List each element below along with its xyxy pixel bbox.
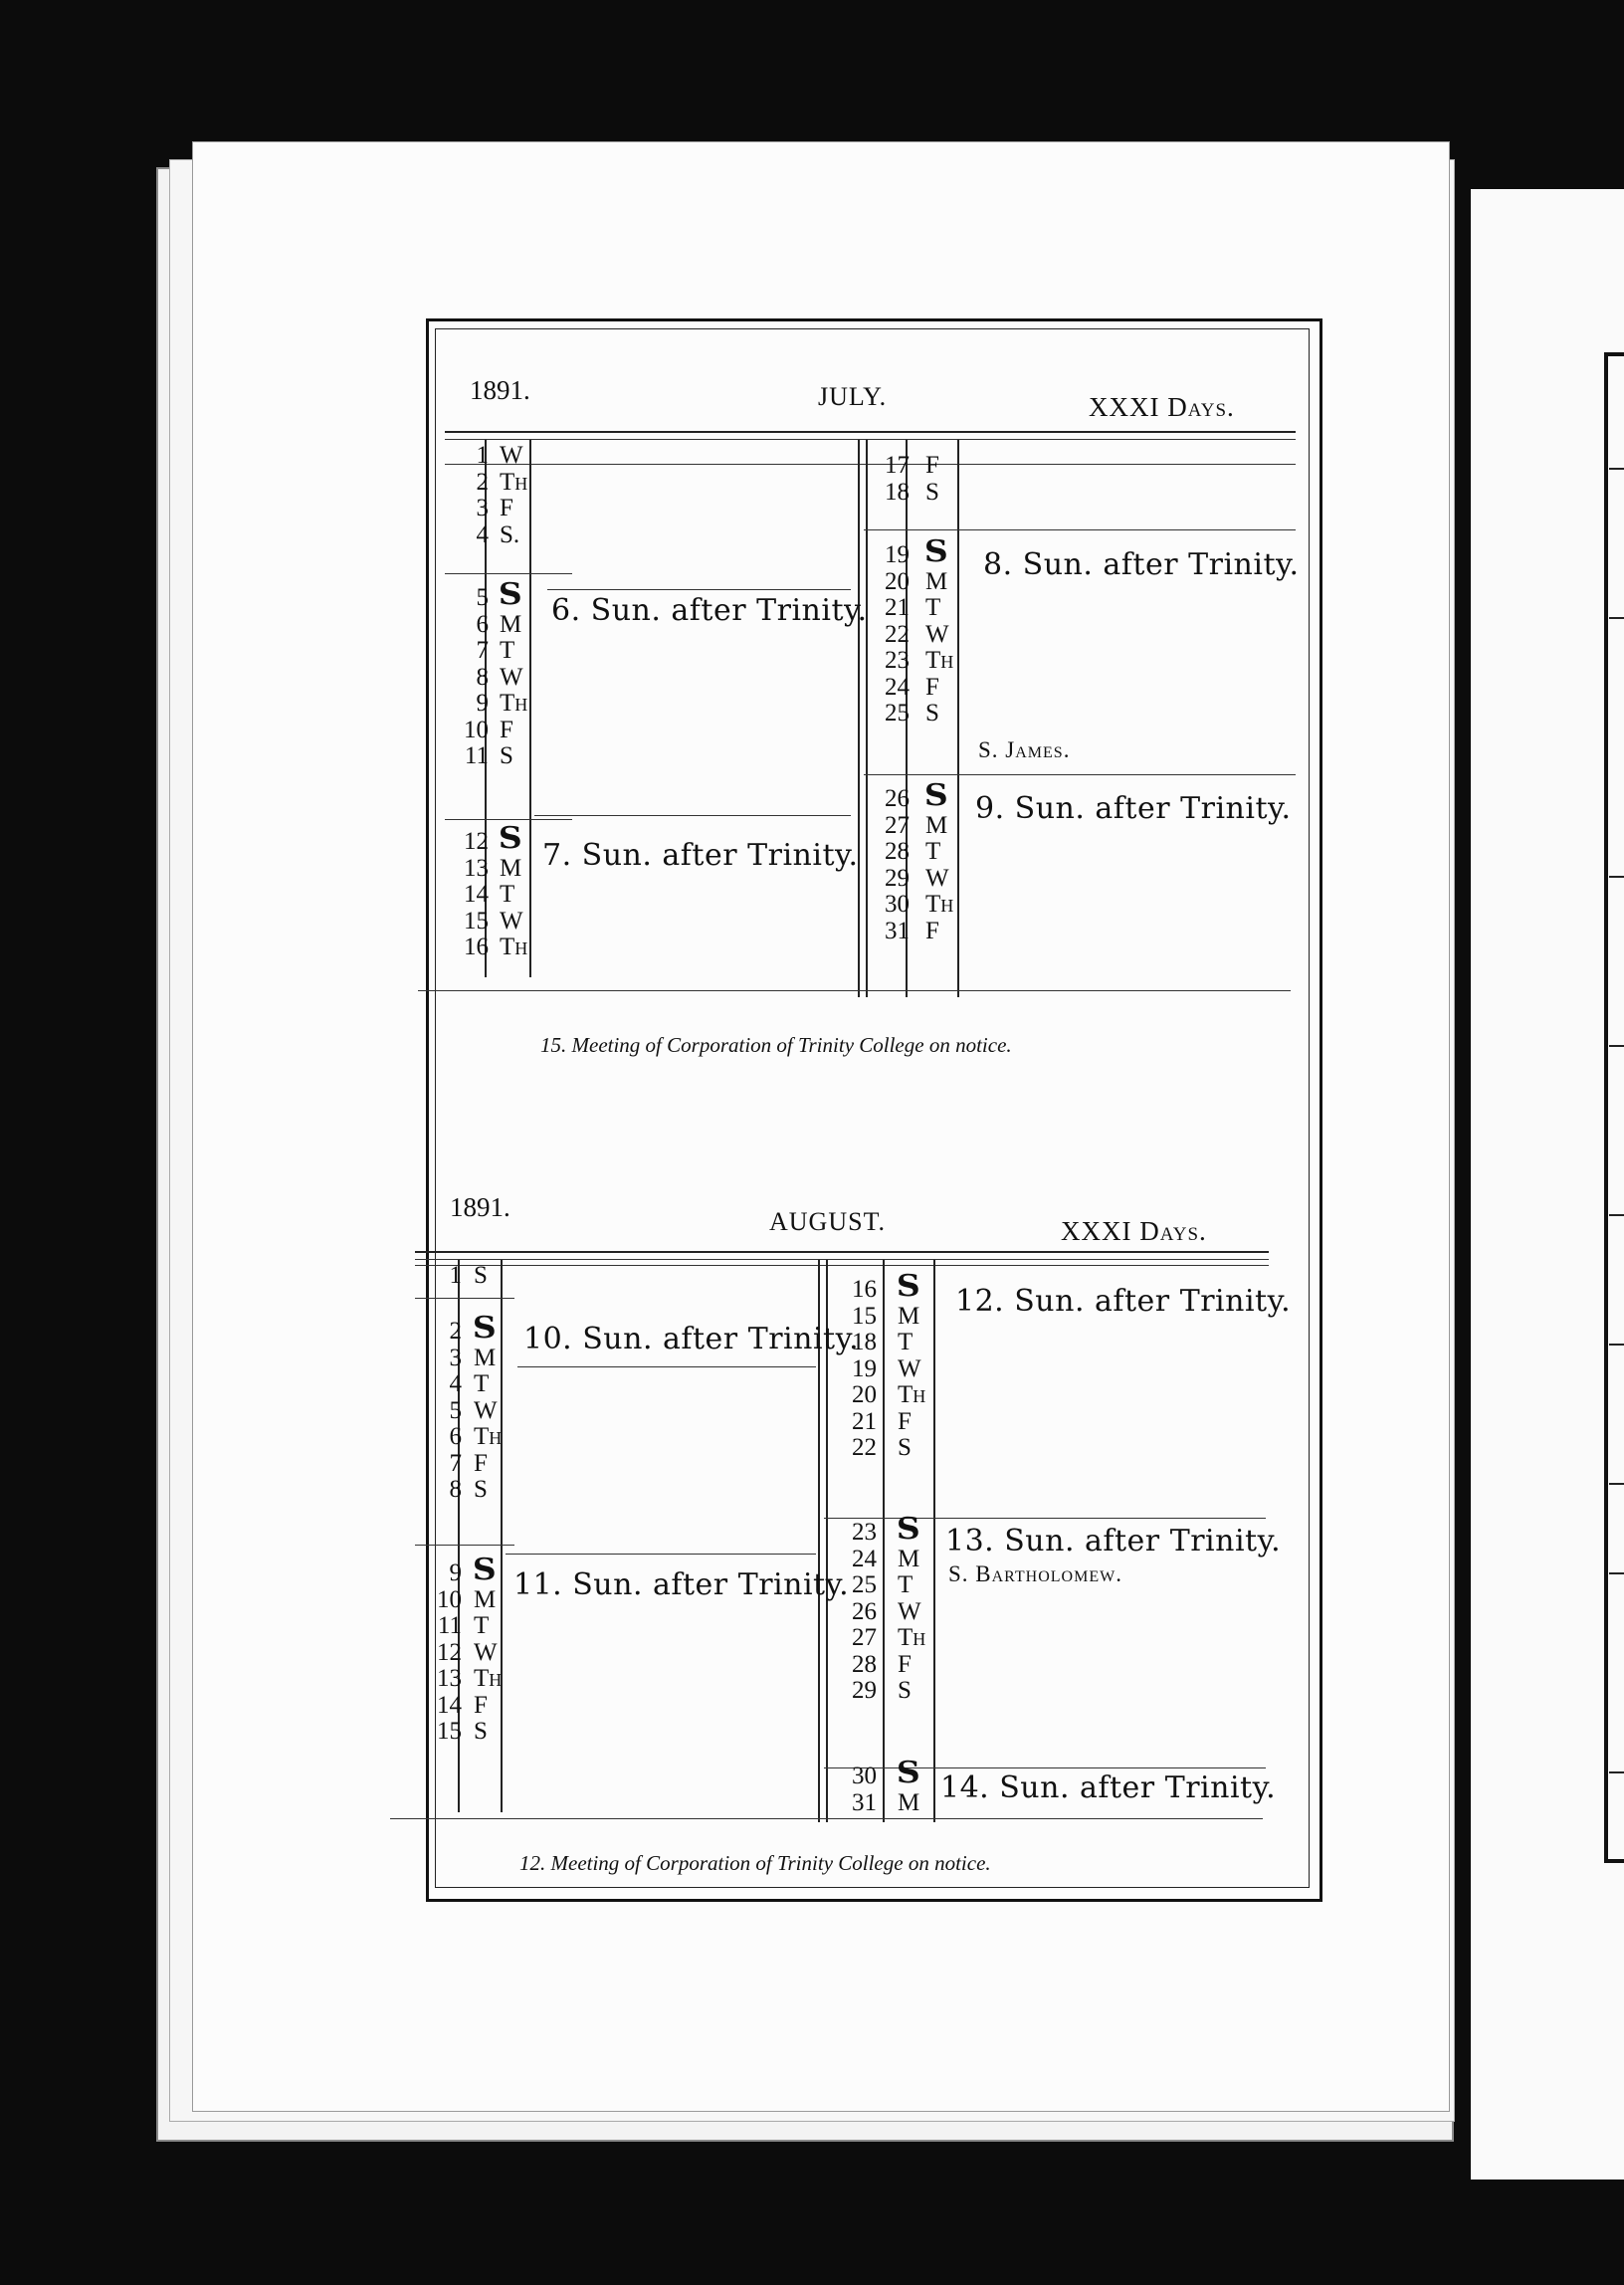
- july-day-number: 9: [476, 690, 489, 717]
- july-day-number: 1: [476, 442, 489, 469]
- august-day-number: 29: [852, 1677, 877, 1704]
- july-sunday-letter: S: [498, 577, 522, 612]
- august-weekday-letter: Th: [474, 1423, 503, 1450]
- july-day-number: 8: [476, 663, 489, 691]
- august-day-number: 12: [437, 1638, 462, 1666]
- august-weekday-letter: Th: [898, 1381, 926, 1408]
- july-day-number: 19: [885, 541, 910, 568]
- july-weekday-letter: S: [500, 742, 513, 769]
- august-day-number: 27: [852, 1624, 877, 1651]
- july-day-number: 20: [885, 567, 910, 595]
- july-weekday-letter: W: [500, 442, 523, 469]
- august-weekday-letter: F: [898, 1650, 912, 1678]
- july-weekday-letter: M: [500, 610, 522, 638]
- august-day-number: 5: [449, 1396, 462, 1424]
- july-day-number: 13: [464, 854, 489, 882]
- august-day-number: 13: [437, 1665, 462, 1692]
- august-weekday-letter: M: [898, 1302, 920, 1330]
- july-day-number: 17: [885, 452, 910, 479]
- july-weekday-letter: F: [925, 452, 939, 479]
- july-day-number: 12: [464, 828, 489, 855]
- july-weekday-letter: Th: [500, 468, 528, 496]
- august-weekday-letter: T: [898, 1329, 914, 1355]
- august-day-number: 7: [449, 1449, 462, 1477]
- august-weekday-letter: M: [474, 1344, 497, 1371]
- july-day-number: 3: [476, 495, 489, 521]
- august-weekday-letter: F: [474, 1691, 488, 1719]
- july-year: 1891.: [470, 375, 530, 405]
- july-day-number: 2: [476, 468, 489, 496]
- july-weekday-letter: F: [925, 673, 939, 701]
- july-weekday-letter: W: [500, 907, 523, 935]
- july-weekday-letter: M: [925, 811, 948, 839]
- july-weekday-letter: M: [925, 567, 948, 595]
- august-day-number: 20: [852, 1381, 877, 1408]
- july-weekday-letter: S: [925, 700, 939, 727]
- august-day-number: 23: [852, 1519, 877, 1546]
- august-weekday-letter: W: [474, 1396, 498, 1424]
- july-weekday-letter: Th: [925, 891, 954, 918]
- july-sunday-letter: S: [498, 821, 522, 856]
- july-sunday-7: 7. Sun. after Trinity.: [542, 838, 859, 873]
- july-weekday-letter: T: [500, 881, 515, 908]
- july-sunday-letter: S: [923, 534, 948, 569]
- august-weekday-letter: S: [474, 1476, 488, 1503]
- july-day-number: 26: [885, 785, 910, 812]
- august-weekday-letter: M: [898, 1788, 920, 1816]
- july-day-number: 10: [464, 716, 489, 743]
- august-year: 1891.: [450, 1192, 510, 1222]
- august-day-number: 4: [449, 1370, 462, 1397]
- july-day-number: 7: [476, 637, 489, 664]
- july-weekday-letter: W: [925, 620, 949, 648]
- facing-page-frame: [1604, 352, 1624, 1863]
- july-day-number: 4: [476, 520, 489, 548]
- august-day-number: 10: [437, 1585, 462, 1613]
- july-day-number: 11: [464, 742, 489, 769]
- august-weekday-letter: Th: [474, 1665, 503, 1692]
- august-day-number: 6: [449, 1423, 462, 1450]
- july-day-number: 31: [885, 917, 910, 944]
- july-weekday-letter: Th: [500, 690, 528, 717]
- july-weekday-letter: T: [925, 838, 941, 865]
- august-sunday-letter: S: [472, 1553, 497, 1587]
- august-day-number: 15: [852, 1302, 877, 1330]
- july-sunday-letter: S: [923, 778, 948, 813]
- august-day-number: 28: [852, 1650, 877, 1678]
- july-weekday-letter: Th: [500, 934, 528, 960]
- august-weekday-letter: S: [898, 1677, 912, 1704]
- august-note: 12. Meeting of Corporation of Trinity College on notice.: [519, 1851, 991, 1875]
- august-weekday-letter: T: [898, 1571, 914, 1598]
- august-weekday-letter: F: [898, 1407, 912, 1435]
- july-weekday-letter: F: [925, 917, 939, 944]
- august-weekday-letter: S: [474, 1718, 488, 1745]
- august-day-number: 25: [852, 1571, 877, 1598]
- july-weekday-letter: M: [500, 854, 522, 882]
- july-day-number: 15: [464, 907, 489, 935]
- august-sunday-11: 11. Sun. after Trinity.: [513, 1567, 850, 1602]
- august-day-number: 15: [437, 1718, 462, 1745]
- august-sunday-letter: S: [896, 1269, 920, 1304]
- august-day-number: 30: [852, 1763, 877, 1789]
- august-day-number: 21: [852, 1407, 877, 1435]
- august-day-number: 31: [852, 1788, 877, 1816]
- july-day-number: 5: [476, 584, 489, 611]
- august-month-title: AUGUST.: [769, 1207, 887, 1236]
- august-days-count: XXXI Days.: [1061, 1216, 1207, 1246]
- august-weekday-letter: M: [474, 1585, 497, 1613]
- august-sunday-10: 10. Sun. after Trinity.: [523, 1322, 860, 1356]
- august-weekday-letter: M: [898, 1545, 920, 1572]
- august-day-number: 24: [852, 1545, 877, 1572]
- august-weekday-letter: S: [474, 1262, 488, 1289]
- july-weekday-letter: Th: [925, 647, 954, 674]
- august-header-rule: [415, 1251, 1269, 1253]
- july-weekday-letter: F: [500, 716, 513, 743]
- july-weekday-letter: W: [500, 663, 523, 691]
- august-weekday-letter: W: [474, 1638, 498, 1666]
- august-day-number: 19: [852, 1354, 877, 1382]
- facing-page: [1471, 189, 1624, 2180]
- august-day-number: 18: [852, 1329, 877, 1355]
- july-sunday-9: 9. Sun. after Trinity.: [975, 791, 1292, 826]
- august-weekday-letter: T: [474, 1612, 490, 1639]
- august-sunday-letter: S: [896, 1512, 920, 1547]
- july-day-number: 22: [885, 620, 910, 648]
- july-feast: S. James.: [978, 737, 1071, 762]
- july-day-number: 24: [885, 673, 910, 701]
- july-day-number: 30: [885, 891, 910, 918]
- july-weekday-letter: T: [925, 594, 941, 621]
- august-day-number: 14: [437, 1691, 462, 1719]
- august-day-number: 16: [852, 1276, 877, 1303]
- july-weekday-letter: T: [500, 637, 515, 664]
- august-sunday-13: 13. Sun. after Trinity.: [945, 1524, 1282, 1558]
- august-day-number: 3: [449, 1344, 462, 1371]
- august-weekday-letter: Th: [898, 1624, 926, 1651]
- july-day-number: 29: [885, 864, 910, 892]
- july-weekday-letter: S.: [500, 520, 520, 548]
- july-day-number: 6: [476, 610, 489, 638]
- august-day-number: 22: [852, 1434, 877, 1461]
- july-day-number: 14: [464, 881, 489, 908]
- july-header-rule: [445, 431, 1296, 433]
- july-days-count: XXXI Days.: [1089, 392, 1235, 422]
- august-feast: S. Bartholomew.: [948, 1561, 1122, 1586]
- july-day-number: 21: [885, 594, 910, 621]
- july-day-number: 16: [464, 934, 489, 960]
- july-day-number: 23: [885, 647, 910, 674]
- july-day-number: 27: [885, 811, 910, 839]
- july-weekday-letter: S: [925, 478, 939, 506]
- july-note: 15. Meeting of Corporation of Trinity College on notice.: [540, 1033, 1012, 1057]
- august-sunday-letter: S: [472, 1311, 497, 1346]
- july-month-title: JULY.: [818, 382, 888, 411]
- july-day-number: 28: [885, 838, 910, 865]
- august-day-number: 2: [449, 1318, 462, 1345]
- july-sunday-8: 8. Sun. after Trinity.: [983, 547, 1300, 582]
- august-sunday-14: 14. Sun. after Trinity.: [940, 1770, 1277, 1805]
- august-weekday-letter: W: [898, 1597, 921, 1625]
- july-day-number: 25: [885, 700, 910, 727]
- august-weekday-letter: F: [474, 1449, 488, 1477]
- july-weekday-letter: W: [925, 864, 949, 892]
- august-day-number: 11: [437, 1612, 462, 1639]
- august-weekday-letter: W: [898, 1354, 921, 1382]
- august-day-number: 8: [449, 1476, 462, 1503]
- july-day-number: 18: [885, 478, 910, 506]
- august-weekday-letter: S: [898, 1434, 912, 1461]
- august-day-number: 1: [449, 1262, 462, 1289]
- august-sunday-letter: S: [896, 1756, 920, 1790]
- august-day-number: 9: [449, 1559, 462, 1586]
- august-weekday-letter: T: [474, 1370, 490, 1397]
- august-sunday-12: 12. Sun. after Trinity.: [955, 1284, 1292, 1319]
- august-day-number: 26: [852, 1597, 877, 1625]
- july-weekday-letter: F: [500, 495, 513, 521]
- july-sunday-6: 6. Sun. after Trinity.: [551, 593, 868, 628]
